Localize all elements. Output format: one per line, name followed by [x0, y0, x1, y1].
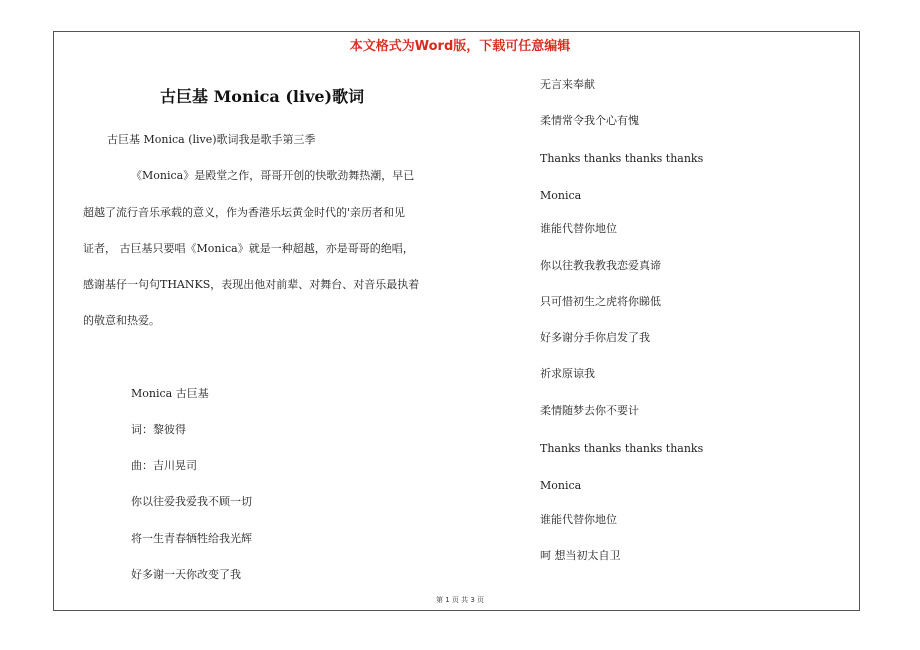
word-format-banner: 本文格式为Word版，下载可任意编辑	[349, 39, 571, 54]
lyric-line: Thanks thanks thanks thanks	[540, 442, 704, 455]
lyric-line: 好多谢一天你改变了我	[131, 568, 241, 581]
paragraph-line: 感谢基仔一句句THANKS，表现出他对前辈、对舞台、对音乐最执着	[83, 278, 420, 291]
intro-line: 古巨基 Monica (live)歌词我是歌手第三季	[107, 133, 316, 146]
page-frame	[53, 31, 860, 611]
composer-credit: 曲：吉川晃司	[131, 459, 197, 472]
lyric-line: Thanks thanks thanks thanks	[540, 152, 704, 165]
lyric-line: 你以往教我教我恋爱真谛	[540, 259, 661, 272]
lyric-line: 你以往爱我爱我不顾一切	[131, 495, 252, 508]
song-title: Monica 古巨基	[131, 387, 209, 400]
lyric-line: 祈求原谅我	[540, 367, 595, 380]
lyric-line: 只可惜初生之虎将你睇低	[540, 295, 661, 308]
lyricist-credit: 词：黎彼得	[131, 423, 186, 436]
lyric-line: 谁能代替你地位	[540, 513, 617, 526]
lyric-line: 将一生青春牺牲给我光辉	[131, 532, 252, 545]
paragraph-line: 《Monica》是殿堂之作，哥哥开创的快歌劲舞热潮，早已	[131, 169, 415, 182]
page-number: 第 1 页 共 3 页	[435, 596, 485, 604]
paragraph-line: 证者， 古巨基只要唱《Monica》就是一种超越，亦是哥哥的绝唱，	[83, 242, 414, 255]
lyric-line: 柔情常令我个心有愧	[540, 114, 639, 127]
lyric-line: Monica	[540, 479, 582, 492]
paragraph-line: 超越了流行音乐承载的意义，作为香港乐坛黄金时代的'亲历者和见	[83, 206, 406, 219]
lyric-line: Monica	[540, 189, 582, 202]
lyric-line: 无言来奉献	[540, 78, 595, 91]
lyric-line: 谁能代替你地位	[540, 222, 617, 235]
paragraph-line: 的敬意和热爱。	[83, 314, 160, 327]
document-title: 古巨基 Monica (live)歌词	[160, 87, 365, 106]
lyric-line: 呵 想当初太自卫	[540, 549, 621, 562]
lyric-line: 好多谢分手你启发了我	[540, 331, 650, 344]
lyric-line: 柔情随梦去你不要计	[540, 404, 639, 417]
